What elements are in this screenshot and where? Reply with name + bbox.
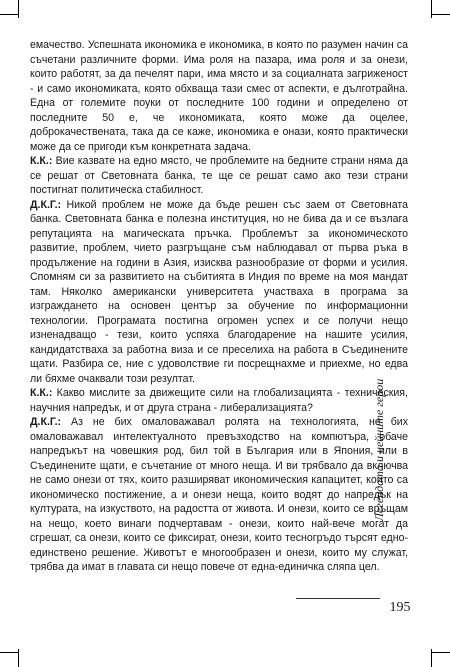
running-section-title: Легендата и нейните герои — [372, 378, 386, 522]
paragraph — [30, 154, 408, 198]
paragraph-text: Никой проблем не може да бъде решен със заем от Световната банка. Световната банка е полезна институция, но не бива да и се възлага репутацията на магическата пръчка. Проблемът за икономическото развитие, проблем, чието разгръщане съм наблюдавал от първа ръка в продължение на години в Азия, изисква разнообразие от форми и усилия. Спомням си за развитието на събитията в Индия по време на моя мандат там. Няколко американски университета участваха в програма за изграждането на основен център за обучение по информационни технологии. Програмата постигна огромен успех и се получи нещо изненадващо - тези, които успяха благодарение на нашите усилия, кандидатстваха за работна виза и се преселиха на работа в Съединените щати. Разбира се, ние с удоволствие ги посрещнахме и приехме, но едва ли бяхме очаквали този резултат. — [30, 198, 408, 385]
speaker-label: Д.К.Г.: — [30, 416, 62, 428]
crop-mark — [432, 14, 450, 15]
page-number: 195 — [389, 600, 411, 615]
paragraph — [30, 198, 408, 387]
crop-mark — [432, 652, 450, 653]
speaker-label: К.К.: — [30, 155, 53, 167]
paragraph-text: емачество. Успешната икономика е икономика, в която по разумен начин са съчетани различните форми. Има роля на пазара, има роля и за онези, които работят, за да печелят пари, има място и за социалната загриженост - и само икономиката, която обхваща тази смес от аспекти, е дълготрайна. Една от големите поуки от последните 100 години и определено от последните 50 е, че икономиката, която може да оцелее, доброкачествената, така да се каже, икономика е онази, която практически може да се пригоди към конкретната задача. — [30, 39, 408, 153]
paragraph-text: Вие казвате на едно място, че проблемите на бедните страни няма да се решат от Световната банка, те ще се решат само ако тези страни постигнат политическа стабилност. — [30, 155, 408, 196]
speaker-label: К.К.: — [30, 387, 53, 399]
paragraph — [30, 415, 408, 575]
crop-mark — [431, 0, 432, 18]
crop-mark — [0, 652, 18, 653]
paragraph-text: Какво мислите за движещите сили на глобализацията - техническия, научния напредък, и от друга страна - либерализацията? — [30, 387, 408, 414]
body-text — [30, 38, 408, 575]
paragraph-text: Аз не бих омаловажавал ролята на технологията, не бих омаловажавал интелектуалното превъзходство на компютъра, обаче напредъкът на човешкия род, бил той в България или в Япония, или в Съединените щати, е съчетание от много неща. И ви трябвало да включва не само онези от тях, които разширяват икономическия капацитет, които са икономическо постижение, а и онези неща, които водят до напредък на културата, на изкуството, на радостта от живота. И онези, които се връщам на нещо, което винаги подчертавам - онези, които най-вече могат да сгрешат, са онези, които се фиксират, онези, които тесногръдо търсят едно-единствено решение. Животът е многообразен и онези, които му служат, трябва да имат в главата си нещо повече от една-единичка сляпа цел. — [30, 416, 408, 573]
crop-mark — [0, 14, 18, 15]
crop-mark — [18, 649, 19, 667]
paragraph — [30, 38, 408, 154]
speaker-label: Д.К.Г.: — [30, 198, 62, 211]
footer-rule — [296, 598, 380, 599]
paragraph — [30, 386, 408, 415]
crop-mark — [431, 649, 432, 667]
crop-mark — [18, 0, 19, 18]
